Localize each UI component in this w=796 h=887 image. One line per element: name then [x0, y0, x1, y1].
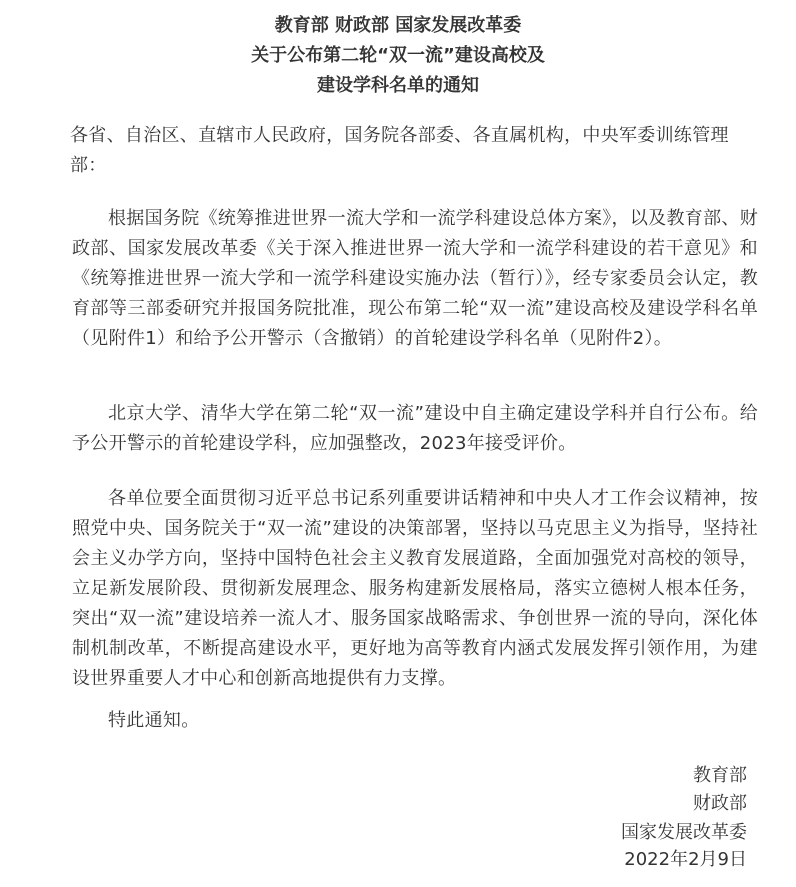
- signature-mof: 财政部: [693, 793, 747, 814]
- paragraph-peking-tsinghua: 北京大学、清华大学在第二轮“双一流”建设中自主确定建设学科并自行公布。给予公开警示的首轮建设学科，应加强整改，2023年接受评价。: [72, 403, 758, 454]
- signature-date: 2022年2月9日: [624, 849, 747, 870]
- paragraph-announcement: 根据国务院《统筹推进世界一流大学和一流学科建设总体方案》，以及教育部、财政部、国家发展改革委《关于深入推进世界一流大学和一流学科建设的若干意见》和《统筹推进世界一流大学和一流学科建设实施办法（暂行）》，经专家委员会认定，教育部等三部委研究并报国务院批准，现公布第二轮“双一流”建设高校及建设学科名单（见附件1）和给予公开警示（含撤销）的首轮建设学科名单（见附件2）。: [72, 208, 758, 349]
- notice-title-line-1: 关于公布第二轮“双一流”建设高校及: [251, 45, 545, 66]
- issuer-title: 教育部 财政部 国家发展改革委: [274, 15, 522, 36]
- salutation: 各省、自治区、直辖市人民政府，国务院各部委、各直属机构，中央军委训练管理部：: [70, 125, 729, 176]
- paragraph-closing: 特此通知。: [108, 710, 200, 731]
- paragraph-requirements: 各单位要全面贯彻习近平总书记系列重要讲话精神和中央人才工作会议精神，按照党中央、国务院关于“双一流”建设的决策部署，坚持以马克思主义为指导，坚持社会主义办学方向，坚持中国特色社会主义教育发展道路，全面加强党对高校的领导，立足新发展阶段、贯彻新发展理念、服务构建新发展格局，落实立德树人根本任务，突出“双一流”建设培养一流人才、服务国家战略需求、争创世界一流的导向，深化体制机制改革，不断提高建设水平，更好地为高等教育内涵式发展发挥引领作用，为建设世界重要人才中心和创新高地提供有力支撑。: [72, 488, 758, 689]
- signature-moe: 教育部: [693, 765, 747, 786]
- notice-title-line-2: 建设学科名单的通知: [317, 75, 479, 96]
- signature-ndrc: 国家发展改革委: [621, 822, 747, 843]
